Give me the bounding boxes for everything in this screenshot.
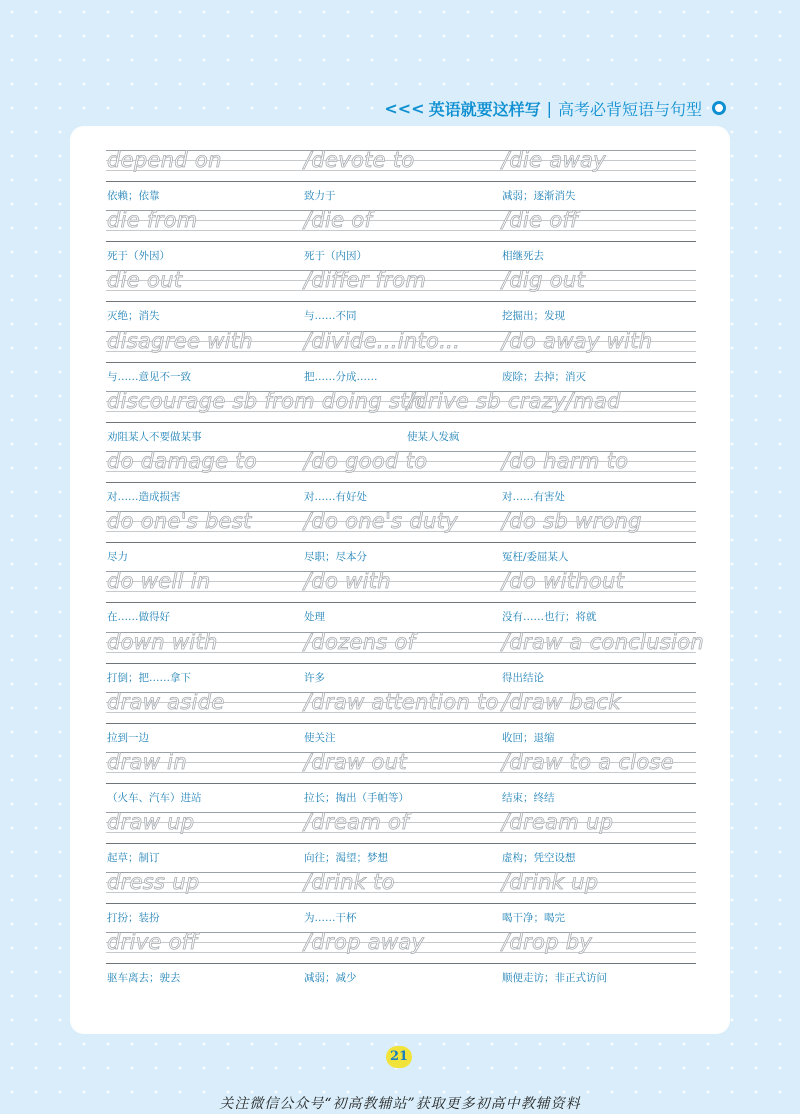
phrase-english: /dig out (502, 268, 586, 293)
phrase-row (106, 328, 696, 391)
phrase-english: disagree with (107, 328, 253, 353)
phrase-english: do well in (107, 569, 211, 594)
phrase-row (106, 210, 696, 270)
phrase-english: down with (107, 629, 218, 654)
phrase-english: die from (107, 208, 198, 233)
phrase-english: /drive sb crazy/mad (407, 388, 621, 413)
phrase-chinese: 使关注 (304, 731, 336, 744)
phrase-english: /do sb wrong (502, 509, 642, 534)
phrase-chinese: 与……不同 (304, 310, 357, 323)
phrase-chinese: 依赖；依靠 (107, 190, 160, 202)
phrase-chinese: （火车、汽车）进站 (107, 791, 202, 804)
phrase-chinese: 结束；终结 (502, 791, 555, 804)
phrase-english: /dream of (304, 810, 409, 835)
circle-bullet-icon (712, 101, 726, 115)
phrase-chinese: 得出结论 (502, 671, 544, 684)
phrase-row (106, 150, 696, 210)
phrase-chinese: 许多 (304, 671, 325, 684)
phrase-row (106, 571, 696, 631)
phrase-chinese: 顺便走访；非正式访问 (502, 972, 607, 985)
phrase-row (106, 388, 696, 451)
phrase-chinese: 死于（内因） (304, 250, 367, 263)
phrase-chinese: 收回；退缩 (502, 731, 555, 744)
phrase-english: /draw to a close (502, 749, 674, 774)
phrase-chinese: 对……造成损害 (107, 490, 181, 503)
phrase-english: depend on (107, 148, 222, 172)
phrase-chinese: 打倒；把……拿下 (107, 671, 191, 684)
phrase-chinese: 废除；去掉；消灭 (502, 370, 586, 383)
phrase-chinese: 打扮；装扮 (107, 912, 160, 925)
phrase-row (106, 932, 696, 992)
phrase-english: /divide...into... (304, 328, 461, 353)
phrase-chinese: 灭绝；消失 (107, 310, 160, 323)
phrase-english: discourage sb from doing sth (107, 388, 423, 413)
phrase-chinese: 死于（外因） (107, 250, 170, 263)
phrase-english: /do good to (304, 448, 428, 473)
phrase-row (106, 872, 696, 932)
phrase-row (106, 749, 696, 812)
phrase-english: draw up (107, 810, 195, 835)
phrase-english: /drop by (502, 930, 593, 955)
phrase-chinese: 对……有好处 (304, 490, 367, 503)
phrase-chinese: 处理 (304, 611, 325, 624)
phrase-english: do one's best (107, 509, 252, 534)
phrase-english: /die of (304, 208, 373, 233)
phrase-chinese: 把……分成…… (304, 370, 378, 383)
phrase-chinese: 拉长；掏出（手帕等） (304, 791, 409, 804)
book-title: 英语就要这样写 (428, 99, 541, 119)
phrase-chinese: 减弱；逐渐消失 (502, 190, 576, 202)
phrase-chinese: 冤枉/委屈某人 (502, 551, 569, 564)
phrase-chinese: 对……有害处 (502, 490, 565, 503)
phrase-chinese: 挖掘出；发现 (502, 310, 565, 323)
phrase-chinese: 尽力 (107, 551, 128, 564)
phrase-english: /dream up (502, 810, 614, 835)
phrase-english: /dozens of (304, 629, 416, 654)
phrase-english: /do one's duty (304, 509, 458, 534)
phrase-english: /die away (502, 148, 606, 172)
phrase-english: /die off (502, 208, 578, 233)
phrase-english: /drink up (502, 870, 599, 895)
worksheet-card (70, 126, 730, 1034)
book-header (384, 96, 726, 120)
phrase-row (106, 448, 696, 511)
phrase-english: /do with (304, 569, 391, 594)
header-arrows: <<< (384, 98, 425, 118)
phrase-chinese: 向往；渴望；梦想 (304, 852, 388, 865)
phrase-english: drive off (107, 930, 198, 955)
phrase-english: /drink to (304, 870, 395, 895)
phrase-english: /draw a conclusion (502, 629, 705, 654)
phrase-chinese: 尽职；尽本分 (304, 551, 367, 564)
phrase-english: /do without (502, 569, 625, 594)
phrase-english: /draw out (304, 749, 407, 774)
phrase-chinese: 劝阻某人不要做某事 (107, 430, 202, 443)
phrase-chinese: 没有……也行；将就 (502, 611, 597, 624)
phrase-chinese: 与……意见不一致 (107, 370, 191, 383)
phrase-english: /drop away (304, 930, 425, 955)
phrase-chinese: 相继死去 (502, 250, 544, 263)
phrase-list (106, 148, 705, 993)
phrase-english: die out (107, 268, 183, 293)
phrase-english: draw aside (107, 689, 225, 714)
phrase-chinese: 起草；制订 (107, 852, 160, 865)
phrase-row (106, 511, 696, 571)
phrase-row (106, 629, 705, 692)
phrase-row (106, 812, 696, 872)
phrase-chinese: 减弱；减少 (304, 972, 357, 985)
page-number: 21 (386, 1046, 412, 1068)
footer-note: 关注微信公众号“初高教辅站”获取更多初高中教辅资料 (219, 1096, 581, 1112)
phrase-english: do damage to (107, 448, 257, 473)
phrase-chinese: 使某人发疯 (407, 430, 460, 443)
phrase-english: /do harm to (502, 448, 629, 473)
phrase-english: /differ from (304, 268, 427, 293)
phrase-english: /do away with (502, 328, 653, 353)
phrase-english: /devote to (304, 148, 415, 172)
phrase-row (106, 270, 696, 330)
phrase-chinese: 虚构；凭空设想 (502, 852, 576, 865)
phrase-chinese: 喝干净；喝完 (502, 912, 565, 925)
phrase-row (106, 689, 696, 752)
phrase-chinese: 拉到一边 (107, 731, 149, 744)
phrase-english: dress up (107, 870, 200, 895)
phrase-chinese: 致力于 (304, 190, 336, 202)
phrase-english: /draw attention to (304, 689, 499, 714)
section-title: 高考必背短语与句型 (557, 99, 702, 119)
phrase-english: draw in (107, 749, 187, 774)
phrase-chinese: 在……做得好 (107, 611, 170, 624)
phrase-chinese: 驱车离去；驶去 (107, 972, 181, 985)
phrase-chinese: 为……干杯 (304, 912, 357, 925)
phrase-english: /draw back (502, 689, 621, 714)
header-separator: | (546, 98, 552, 118)
